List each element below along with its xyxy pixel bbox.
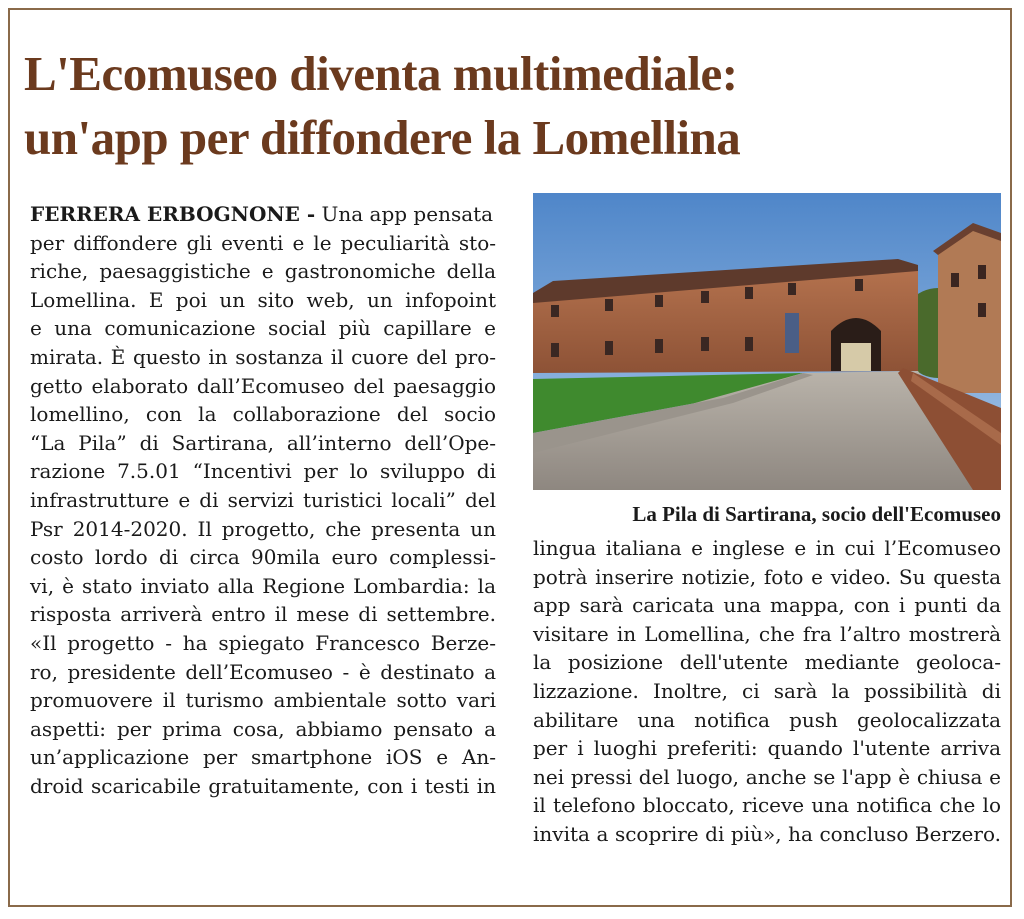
body-line: invita a scoprire di più», ha concluso Berzero. bbox=[533, 821, 1001, 846]
body-line: mirata. È questo in sostanza il cuore del pro- bbox=[30, 344, 496, 369]
body-line: Una app pensata bbox=[315, 202, 494, 226]
castle-photo bbox=[533, 193, 1001, 490]
body-line: Psr 2014-2020. Il progetto, che presenta un bbox=[30, 516, 496, 541]
body-line: app sarà caricata una mappa, con i punti da bbox=[533, 593, 1001, 618]
left-column bbox=[30, 200, 496, 800]
body-line: visitare in Lomellina, che fra l’altro mostrerà bbox=[533, 621, 1001, 646]
body-line: risposta arriverà entro il mese di settembre. bbox=[30, 602, 496, 627]
body-line: promuovere il turismo ambientale sotto vari bbox=[30, 688, 496, 713]
body-line: per i luoghi preferiti: quando l'utente arriva bbox=[533, 736, 1001, 761]
body-line: la posizione dell'utente mediante geoloca- bbox=[533, 650, 1001, 675]
body-line: un’applicazione per smartphone iOS e An- bbox=[30, 745, 496, 770]
photo-caption: La Pila di Sartirana, socio dell'Ecomuseo bbox=[632, 502, 1001, 526]
body-line: vi, è stato inviato alla Regione Lombardia: la bbox=[30, 573, 496, 598]
headline bbox=[24, 42, 984, 170]
body-line: costo lordo di circa 90mila euro complessi- bbox=[30, 545, 496, 570]
body-line: abilitare una notifica push geolocalizzata bbox=[533, 707, 1001, 732]
body-line: aspetti: per prima cosa, abbiamo pensato a bbox=[30, 716, 496, 741]
body-line: “La Pila” di Sartirana, all’interno dell’Ope- bbox=[30, 430, 496, 455]
body-line: per diffondere gli eventi e le peculiarità sto- bbox=[30, 230, 496, 255]
headline-line-1: L'Ecomuseo diventa multimediale: bbox=[24, 46, 738, 101]
headline-line-2: un'app per diffondere la Lomellina bbox=[24, 110, 741, 165]
body-line: e una comunicazione social più capillare e bbox=[30, 316, 496, 341]
body-line: lizzazione. Inoltre, ci sarà la possibilità di bbox=[533, 678, 1001, 703]
body-line: infrastrutture e di servizi turistici locali” del bbox=[30, 487, 496, 512]
body-line: razione 7.5.01 “Incentivi per lo sviluppo di bbox=[30, 459, 496, 484]
body-line: potrà inserire notizie, foto e video. Su questa bbox=[533, 564, 1001, 589]
body-line: droid scaricabile gratuitamente, con i testi in bbox=[30, 773, 496, 798]
body-line: lingua italiana e inglese e in cui l’Ecomuseo bbox=[533, 536, 1001, 560]
body-line: Lomellina. E poi un sito web, un infopoint bbox=[30, 287, 496, 312]
body-line: lomellino, con la collaborazione del socio bbox=[30, 402, 496, 427]
body-line: riche, paesaggistiche e gastronomiche della bbox=[30, 259, 496, 284]
dateline: FERRERA ERBOGNONE - bbox=[30, 202, 316, 226]
body-line: getto elaborato dall’Ecomuseo del paesaggio bbox=[30, 373, 496, 398]
body-line: il telefono bloccato, riceve una notifica che lo bbox=[533, 793, 1001, 818]
body-line: ro, presidente dell’Ecomuseo - è destinato a bbox=[30, 659, 496, 684]
right-column bbox=[533, 534, 1001, 849]
body-line: «Il progetto - ha spiegato Francesco Berze- bbox=[30, 630, 496, 655]
body-line-first bbox=[30, 200, 496, 229]
body-line: nei pressi del luogo, anche se l'app è chiusa e bbox=[533, 764, 1001, 789]
